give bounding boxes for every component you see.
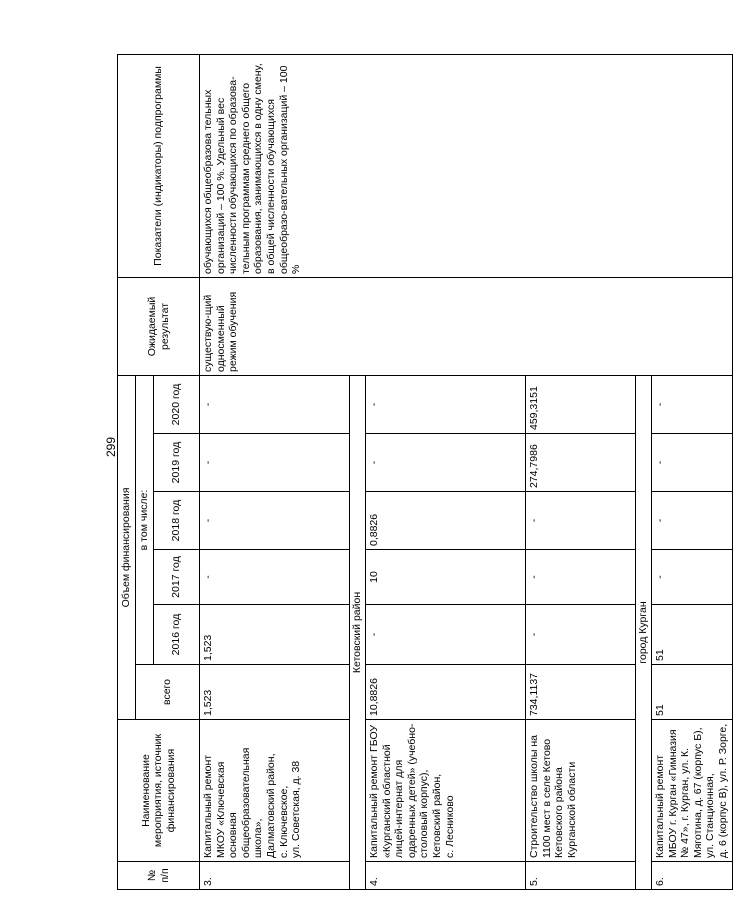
row-2018: 0,8826 (366, 492, 526, 550)
row-name: Строительство школы на 1100 мест в селе Кетово Кетовского района Курганской области (526, 720, 636, 862)
row-2020: - (200, 375, 350, 433)
row-2016: - (366, 605, 526, 665)
header-result: Ожидаемый результат (118, 277, 200, 375)
row-2019: 274,7986 (526, 434, 636, 492)
row-2019: - (200, 434, 350, 492)
header-year: 2020 год (154, 375, 200, 433)
row-total: 10,8826 (366, 665, 526, 720)
row-2017: 10 (366, 550, 526, 605)
row-2017: - (526, 550, 636, 605)
row-num: 4. (366, 862, 526, 890)
rotated-table-container (117, 55, 729, 890)
row-total: 51 (652, 665, 733, 720)
row-2016: - (526, 605, 636, 665)
row-num: 6. (652, 862, 733, 890)
row-2017: - (652, 550, 733, 605)
header-incl: в том числе: (136, 375, 154, 664)
header-year: 2019 год (154, 434, 200, 492)
row-total: 734,1137 (526, 665, 636, 720)
row-2019: - (652, 434, 733, 492)
header-year: 2017 год (154, 550, 200, 605)
row-2019: - (366, 434, 526, 492)
financing-table (117, 54, 733, 890)
row-2016: 1,523 (200, 605, 350, 665)
page-number: 299 (104, 436, 119, 458)
row-name: Капитальный ремонт ГБОУ «Курганский областной лицей-интернат для одаренных детей» (учебно-столовый корпус), Кетовский район, с. Лесниково (366, 720, 526, 862)
row-name: Капитальный ремонт МБОУ г. Курган «Гимназия № 47», г. Курган, ул. К. Мяготина, д. 67 (корпус Б), ул. Станционная, д. 6 (корпус В), ул. Р. Зорге, (652, 720, 733, 862)
row-2020: 459,3151 (526, 375, 636, 433)
header-indicators: Показатели (индикаторы) подпрограммы (118, 54, 200, 277)
row-2018: - (526, 492, 636, 550)
row-2017: - (200, 550, 350, 605)
row-2018: - (200, 492, 350, 550)
header-row-1 (118, 54, 136, 889)
row-2016: 51 (652, 605, 733, 665)
table-row (200, 54, 350, 889)
header-year: 2018 год (154, 492, 200, 550)
row-num: 3. (200, 862, 350, 890)
header-total: всего (136, 665, 200, 720)
section-title: Кетовский район (350, 375, 366, 889)
row-indicators: обучающихся общеобразова тельных организаций – 100 %. Удельный вес численности обучающихся по образова-тельным программам среднего общего образования, занимающихся в одну смену, в общей численности обучающихся общеобразо-вательных организаций – 100 % (200, 54, 733, 277)
row-total: 1,523 (200, 665, 350, 720)
row-result: существую-щий односменный режим обучения (200, 277, 733, 375)
header-funding: Объем финансирования (118, 375, 136, 719)
header-year: 2016 год (154, 605, 200, 665)
row-2018: - (652, 492, 733, 550)
section-title: город Курган (636, 375, 652, 889)
header-name: Наименование мероприятия, источник финансирования (118, 720, 200, 862)
row-2020: - (366, 375, 526, 433)
row-2020: - (652, 375, 733, 433)
row-name: Капитальный ремонт МКОУ «Ключевская основная общеобразовательная школа», Далматовский район, с. Ключевское, ул. Советская, д. 38 (200, 720, 350, 862)
header-num: № п/п (118, 862, 200, 890)
row-num: 5. (526, 862, 636, 890)
